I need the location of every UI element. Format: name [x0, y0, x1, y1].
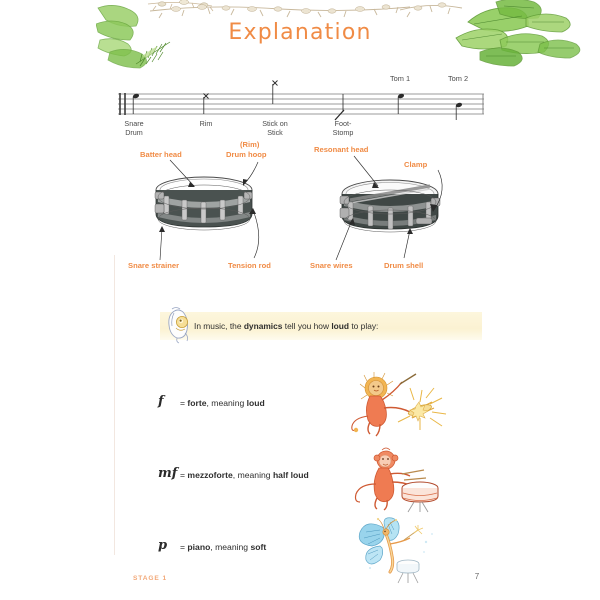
note-label-foot-stomp-line1: Foot-: [334, 119, 352, 128]
dynamic-symbol-forte: f: [158, 394, 164, 409]
drum-label-snare-wires: Snare wires: [310, 261, 353, 270]
dynamic-meaning-prefix-forte: , meaning: [206, 398, 247, 408]
notation-staff: [112, 74, 490, 140]
drum-label-rim: (Rim): [240, 140, 260, 149]
right-snare-drum-illustration: [340, 180, 440, 232]
illustration-monkey-with-drum: [346, 444, 452, 514]
note-tom-2: [455, 102, 462, 120]
page-title: Explanation: [228, 20, 372, 45]
dynamic-meaning-piano: soft: [250, 542, 267, 552]
drum-label-clamp: Clamp: [404, 160, 428, 169]
dynamic-meaning-prefix-piano: , meaning: [210, 542, 251, 552]
dynamic-term-forte: forte: [187, 398, 207, 408]
dynamic-equals-forte: =: [180, 398, 186, 408]
drum-label-resonant-head: Resonant head: [314, 145, 369, 154]
note-stick-on-stick: [273, 81, 278, 105]
dynamic-meaning-forte: loud: [246, 398, 265, 408]
dynamic-equals-piano: =: [180, 542, 186, 552]
callout-text: [194, 321, 378, 331]
callout-part-0: In music, the: [194, 321, 244, 331]
dynamic-term-piano: piano: [187, 542, 211, 552]
note-label-stick-on-stick-line1: Stick on: [262, 119, 288, 128]
dynamic-term-mezzoforte: mezzoforte: [187, 470, 233, 480]
dynamic-text-mezzoforte: [180, 470, 309, 480]
footer-stage-label: STAGE 1: [133, 575, 168, 582]
illustration-butterfly-fairy: [346, 516, 452, 586]
dynamics-row-piano: [150, 520, 480, 584]
callout-part-3: loud: [331, 321, 350, 331]
drum-label-snare-strainer: Snare strainer: [128, 261, 180, 270]
dynamic-text-piano: [180, 542, 266, 552]
drum-anatomy-diagram: [112, 142, 490, 277]
dynamic-symbol-piano: p: [158, 538, 168, 553]
drum-label-batter-head: Batter head: [140, 150, 182, 159]
drum-diagram-svg: [112, 142, 490, 277]
drum-label-drum-shell: Drum shell: [384, 261, 424, 270]
note-snare-drum: [132, 93, 139, 114]
dynamics-row-forte: [150, 376, 480, 440]
note-above-label-tom-2: Tom 2: [447, 74, 469, 83]
dynamics-callout: [160, 312, 482, 340]
left-snare-drum-illustration: [155, 177, 252, 230]
note-label-snare-drum-line1: Snare: [124, 119, 144, 128]
note-tom-1: [397, 93, 404, 114]
callout-part-1: dynamics: [243, 321, 283, 331]
note-above-label-tom-1: Tom 1: [389, 74, 411, 83]
callout-part-2: tell you how: [282, 321, 332, 331]
drum-label-drum-hoop: Drum hoop: [226, 150, 267, 159]
owl-icon: [164, 306, 194, 344]
dynamic-meaning-prefix-mezzoforte: , meaning: [232, 470, 273, 480]
callout-part-4: to play:: [349, 321, 379, 331]
note-foot-stomp: [335, 94, 344, 120]
dynamic-meaning-mezzoforte: half loud: [272, 470, 309, 480]
note-label-snare-drum-line2: Drum: [125, 128, 143, 137]
drum-label-tension-rod: Tension rod: [228, 261, 271, 270]
note-label-rim: Rim: [199, 119, 213, 128]
dynamic-equals-mezzoforte: =: [180, 470, 186, 480]
page-binding-line: [114, 255, 115, 555]
footer-page-number: 7: [474, 572, 480, 581]
illustration-lion-with-cymbal: [346, 372, 452, 442]
note-label-stick-on-stick-line2: Stick: [267, 128, 283, 137]
dynamic-symbol-mezzoforte: mf: [158, 466, 178, 481]
dynamic-text-forte: [180, 398, 265, 408]
dynamics-row-mezzoforte: [150, 448, 480, 512]
note-label-foot-stomp-line2: Stomp: [332, 128, 354, 137]
